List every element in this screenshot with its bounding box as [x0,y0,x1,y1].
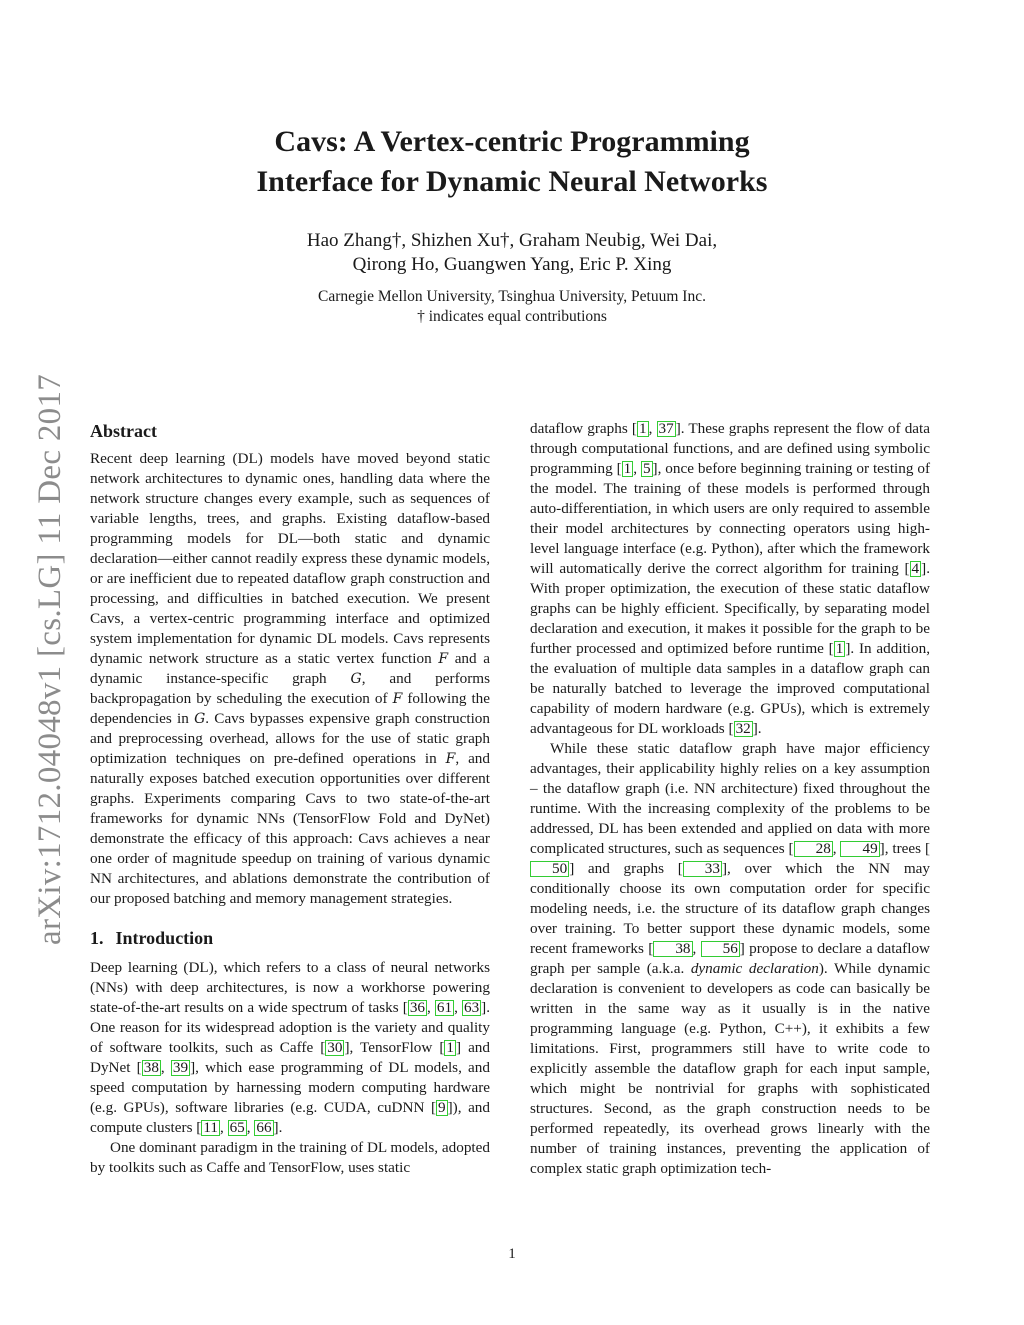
affiliations [200,287,824,327]
citation-link[interactable]: 66 [256,1119,272,1136]
math-symbol-g: G [194,711,206,727]
citation-link[interactable]: 49 [840,841,879,857]
title-line-1: Cavs: A Vertex-centric Programming [274,125,750,158]
intro-paragraph-2: One dominant paradigm in the training of DL models, adopted by toolkits such as Caffe and TensorFlow, uses static [90,1139,490,1176]
right-column [530,419,930,1179]
citation-link[interactable]: 33 [683,861,722,877]
citation-link[interactable]: 37 [658,420,674,437]
citation-link[interactable]: 36 [409,999,425,1016]
abstract-heading: Abstract [90,421,157,441]
citation-link[interactable]: 1 [446,1039,455,1056]
section-number: 1. [90,928,104,948]
citation-link[interactable]: 9 [438,1099,446,1116]
abstract-paragraph: Recent deep learning (DL) models have moved beyond static network architectures to dynamic ones, handling data where the network structure changes every example, such as sequences of variable lengths, trees, and graphs. Existing dataflow-based programming models for DL—both static and dynamic declaration—either cannot readily express these dynamic models, or are inefficient due to repeated dataflow graph construction and processing, and difficulties in batched execution. We present Cavs, a vertex-centric programming interface and optimized system implementation for dynamic DL models. Cavs represents dynamic network structure as a static vertex function F and a dynamic instance-specific graph G, and performs backpropagation by scheduling the execution of F following the dependencies in G. Cavs bypasses expensive graph construction and preprocessing overhead, allows for the use of static graph optimization techniques on pre-defined operations in F, and naturally exposes batched execution opportunities over different graphs. Experiments comparing Cavs to two state-of-the-art frameworks for dynamic NNs (TensorFlow Fold and DyNet) demonstrate the efficacy of this approach: Cavs achieves a near one order of magnitude speedup on training of various dynamic NN architectures, and ablations demonstrate the contribution of our proposed batching and memory management strategies. [90,450,491,907]
citation-link[interactable]: 1 [623,460,632,477]
section-title: Introduction [115,928,214,948]
citation-link[interactable]: 32 [735,720,751,737]
equal-contribution-note: † indicates equal contributions [417,308,607,325]
citation-link[interactable]: 61 [436,999,453,1016]
arxiv-identifier: arXiv:1712.04048v1 [cs.LG] 11 Dec 2017 [32,373,68,945]
math-symbol-g: G [350,671,362,687]
page-number: 1 [508,1246,516,1262]
citation-link[interactable]: 1 [835,640,844,657]
citation-link[interactable]: 65 [229,1119,245,1136]
paper-title [200,122,824,202]
citation-link[interactable]: 50 [530,861,569,877]
authors-line-2: Qirong Ho, Guangwen Yang, Eric P. Xing [352,254,672,275]
math-symbol-f: F [445,751,456,767]
citation-link[interactable]: 28 [794,841,833,857]
right-paragraph-2: While these static dataflow graph have major efficiency advantages, their applicability highly relies on a key assumption – the dataflow graph (i.e. NN architecture) fixed throughout the runtime. With the increasing complexity of the problems to be addressed, DL has been extended and applied on data with more complicated structures, such as sequences [ 28 , 49 ], trees [50 ] and graphs [ 33 ], over which the NN may conditionally choose its own computation order for specific modeling needs, i.e. the structure of its dataflow graph changes over training. To better support these dynamic models, some recent frameworks [ 38 , 56 ] propose to declare a dataflow graph per sample (a.k.a. dynamic declaration). While dynamic declaration is convenient to developers as code can basically be written in the same way as it usually is in the native programming language (e.g. Python, C++), it exhibits a few limitations. First, programmers still have to write code to explicitly assemble the dataflow graph for each input sample, which might be nontrivial for graphs with sophisticated structures. Second, as the graph construction needs to be performed repeatedly, its overhead grows linearly with the number of training instances, preventing the application of complex static graph optimization tech- [530,740,931,1177]
citation-link[interactable]: 38 [143,1059,159,1076]
author-list [200,229,824,277]
intro-paragraph-1: Deep learning (DL), which refers to a class of neural networks (NNs) with deep architectures, is now a workhorse powering state-of-the-art results on a wide spectrum of tasks [ 36 , 61 , 63 ]. One reason for its widespread adoption is the variety and quality of software toolkits, such as Caffe [ 30 ], TensorFlow [ 1 ] and DyNet [ 38 , 39 ], which ease programming of DL models, and speed computation by harnessing modern computing hardware (e.g. GPUs), software libraries (e.g. CUDA, cuDNN [ 9 ]), and compute clusters [ 11 , 65 , 66 ]. [90,959,491,1136]
affiliation-line: Carnegie Mellon University, Tsinghua University, Petuum Inc. [318,288,706,305]
introduction-heading [90,926,490,950]
right-paragraph-1: dataflow graphs [ 1 , 37 ]. These graphs represent the flow of data through computational functions, and are defined using symbolic programming [ 1 , 5 ], once before beginning training or testing of the model. The training of these models is performed through auto-differentiation, in which users are only required to assemble their model architectures by connecting operators using high-level language interface (e.g. Python), after which the framework will automatically derive the correct algorithm for training [ 4 ]. With proper optimization, the execution of these static dataflow graphs can be highly efficient. Specifically, by separating model declaration and execution, it makes it possible for the graph to be further processed and optimized before runtime [ 1 ]. In addition, the evaluation of multiple data samples in a dataflow graph can be naturally batched to leverage the improved computational capability of modern hardware (e.g. GPUs), which is extremely advantageous for DL workloads [ 32 ]. [530,420,931,737]
authors-line-1: Hao Zhang†, Shizhen Xu†, Graham Neubig, Wei Dai, [306,230,718,251]
left-column [90,419,490,1178]
citation-link[interactable]: 63 [463,999,480,1016]
emphasis-term: dynamic declaration [690,960,819,977]
title-line-2: Interface for Dynamic Neural Networks [256,165,768,198]
citation-link[interactable]: 56 [701,941,740,957]
citation-link[interactable]: 5 [642,460,651,477]
math-symbol-f: F [438,651,449,667]
citation-link[interactable]: 4 [911,560,920,577]
citation-link[interactable]: 1 [638,420,647,437]
citation-link[interactable]: 38 [653,941,692,957]
citation-link[interactable]: 30 [327,1039,343,1056]
math-symbol-f: F [392,691,403,707]
citation-link[interactable]: 39 [172,1059,189,1076]
citation-link[interactable]: 11 [203,1119,218,1136]
